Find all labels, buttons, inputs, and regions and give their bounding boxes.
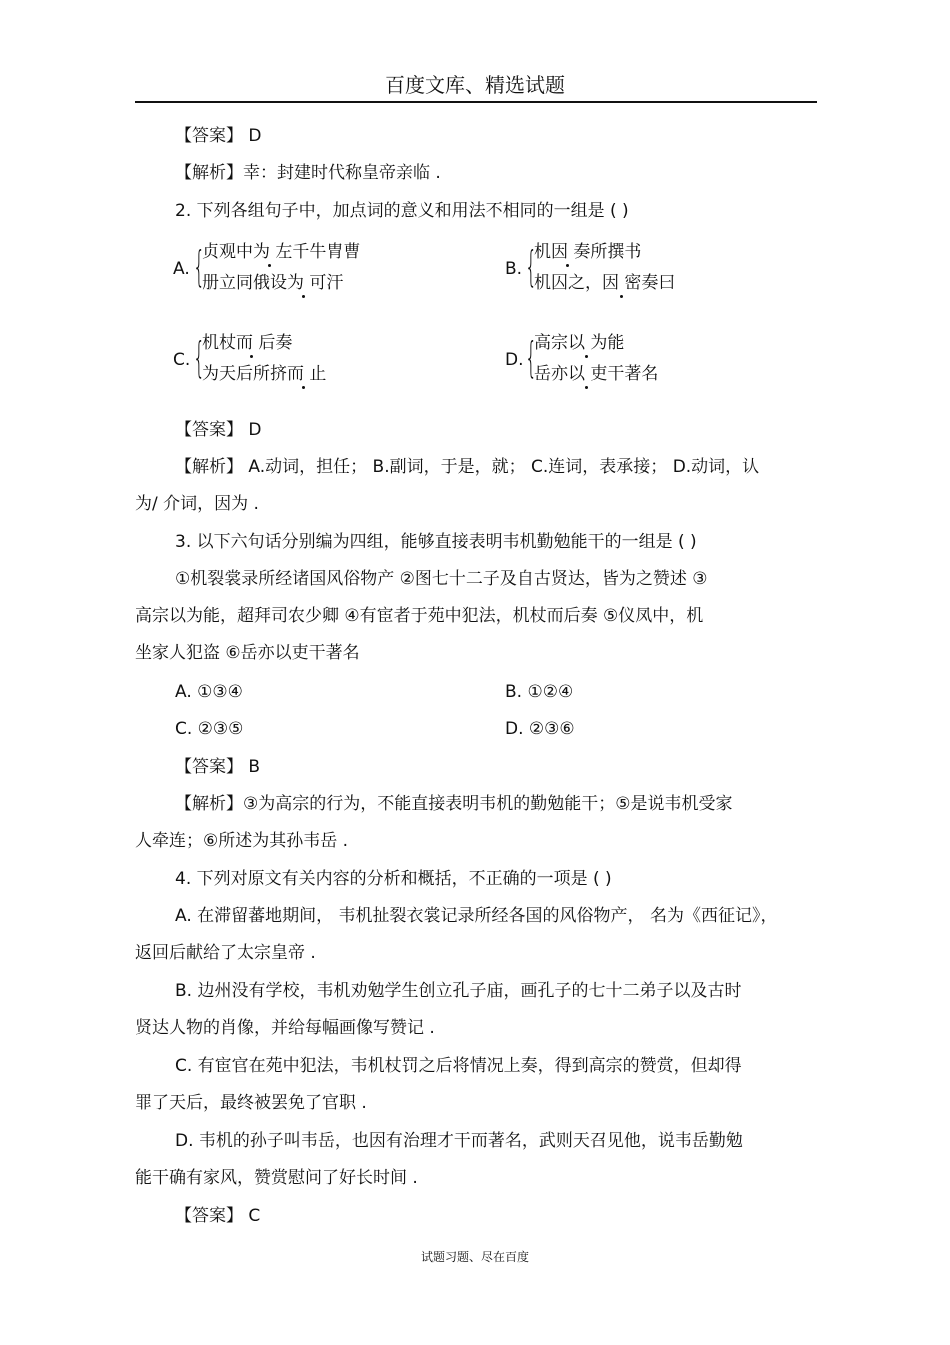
q4-option-a-line2: 返回后献给了太宗皇帝 . (135, 943, 316, 963)
answer-3: 【答案】 B (175, 757, 261, 777)
q2-option-b-label: B. (505, 259, 523, 279)
emphasis-dot (566, 264, 569, 267)
page-footer: 试题习题、尽在百度 (420, 1250, 529, 1264)
page-header-title: 百度文库、精选试题 (385, 73, 565, 97)
emphasis-dot (620, 295, 623, 298)
q2-option-d-brace: { (525, 333, 538, 382)
q2-option-c-brace: { (193, 333, 206, 382)
explanation-3-line2: 人牵连；⑥所述为其孙韦岳 . (135, 831, 349, 851)
q2-option-c-line2: 为天后所挤而 止 (202, 364, 327, 384)
q4-option-a-line1: A. 在滞留蕃地期间， 韦机扯裂衣裳记录所经各国的风俗物产， 名为《西征记》， (175, 906, 778, 926)
q2-option-c-line1: 机杖而 后奏 (202, 333, 293, 353)
explanation-1: 【解析】幸：封建时代称皇帝亲临 . (175, 163, 441, 183)
answer-2: 【答案】 D (175, 420, 262, 440)
question-2: 2. 下列各组句子中，加点词的意义和用法不相同的一组是 ( ) (175, 201, 629, 221)
header-divider (135, 101, 817, 103)
emphasis-dot (250, 355, 253, 358)
q4-option-d-line2: 能干确有家风，赞赏慰问了好长时间 . (135, 1168, 418, 1188)
q2-option-b-line2: 机囚之，因 密奏曰 (534, 273, 676, 293)
question-3-line3: 坐家人犯盗 ⑥岳亦以吏干著名 (135, 643, 360, 663)
q2-option-a-brace: { (193, 242, 206, 291)
q2-option-c-label: C. (173, 350, 191, 370)
q4-option-d-line1: D. 韦机的孙子叫韦岳，也因有治理才干而著名，武则天召见他，说韦岳勤勉 (175, 1131, 743, 1151)
q4-option-b-line1: B. 边州没有学校，韦机劝勉学生创立孔子庙，画孔子的七十二弟子以及古时 (175, 981, 742, 1001)
explanation-2-line2: 为/ 介词，因为 . (135, 494, 259, 514)
explanation-2-line1: 【解析】 A.动词，担任； B.副词，于是，就； C.连词，表承接； D.动词，认 (175, 457, 760, 477)
q2-option-d-label: D. (505, 350, 524, 370)
answer-4: 【答案】 C (175, 1206, 261, 1226)
q2-option-d-line2: 岳亦以 吏干著名 (534, 364, 659, 384)
q2-option-a-label: A. (173, 259, 190, 279)
emphasis-dot (585, 386, 588, 389)
emphasis-dot (268, 264, 271, 267)
q4-option-c-line1: C. 有宦官在苑中犯法，韦机杖罚之后将情况上奏，得到高宗的赞赏，但却得 (175, 1056, 742, 1076)
emphasis-dot (302, 295, 305, 298)
question-3-line1: ①机裂裳录所经诸国风俗物产 ②图七十二子及自古贤达，皆为之赞述 ③ (175, 569, 708, 589)
q3-option-d: D. ②③⑥ (505, 719, 575, 739)
q2-option-d-line1: 高宗以 为能 (534, 333, 625, 353)
q4-option-c-line2: 罪了天后，最终被罢免了官职 . (135, 1093, 367, 1113)
answer-1: 【答案】 D (175, 126, 262, 146)
q3-option-b: B. ①②④ (505, 682, 574, 702)
q2-option-a-line1: 贞观中为 左千牛胄曹 (202, 242, 361, 262)
q2-option-b-brace: { (525, 242, 538, 291)
q2-option-a-line2: 册立同俄设为 可汗 (202, 273, 344, 293)
question-3: 3. 以下六句话分别编为四组，能够直接表明韦机勤勉能干的一组是 ( ) (175, 532, 697, 552)
question-4: 4. 下列对原文有关内容的分析和概括，不正确的一项是 ( ) (175, 869, 612, 889)
explanation-3-line1: 【解析】③为高宗的行为，不能直接表明韦机的勤勉能干；⑤是说韦机受家 (175, 794, 733, 814)
q2-option-b-line1: 机因 奏所撰书 (534, 242, 642, 262)
emphasis-dot (585, 355, 588, 358)
emphasis-dot (302, 386, 305, 389)
q3-option-a: A. ①③④ (175, 682, 243, 702)
question-3-line2: 高宗以为能，超拜司农少卿 ④有宦者于苑中犯法，机杖而后奏 ⑤仪凤中，机 (135, 606, 704, 626)
q3-option-c: C. ②③⑤ (175, 719, 244, 739)
q4-option-b-line2: 贤达人物的肖像，并给每幅画像写赞记 . (135, 1018, 435, 1038)
